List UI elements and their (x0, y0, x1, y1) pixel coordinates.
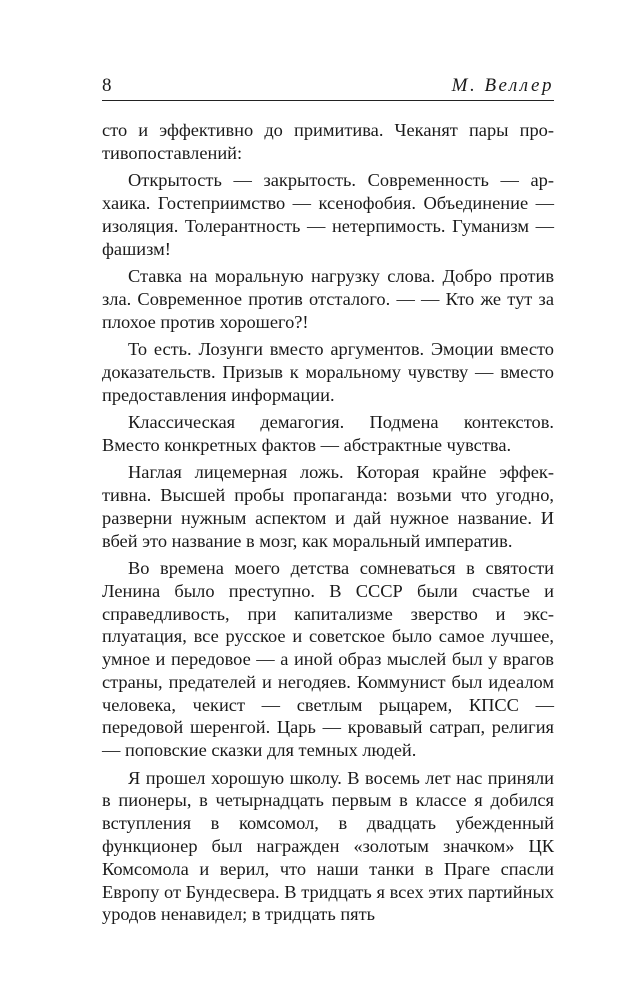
paragraph: сто и эффективно до примитива. Чеканят пары противопоставлений: (102, 120, 554, 163)
paragraph: То есть. Лозунги вместо аргументов. Эмоции вместо доказательств. Призыв к моральному чувству — вместо предоставления информации. (102, 338, 554, 405)
paragraph: Ставка на моральную нагрузку слова. Добро против зла. Современное против отсталого. — — Кто же тут за плохое против хорошего?! (102, 265, 554, 332)
running-header (102, 74, 554, 101)
paragraph: Во времена моего детства сомневаться в святости Ленина было преступно. В СССР были счастье и справедливость, при капитализме зверство и эксплуатация, все русское и советское было самое лучшее, умное и передовое — а иной образ мыслей был у врагов страны, предателей и негодяев. Коммунист был идеалом человека, чекист — светлым рыцарем, КПСС — передовой шеренгой. Царь — кровавый сатрап, религия — поповские сказки для темных людей. (102, 557, 554, 761)
paragraph: Классическая демагогия. Подмена контекстов. Вместо конкретных фактов — абстрактные чувства. (102, 411, 554, 455)
running-title-author: М. Веллер (451, 75, 554, 96)
book-page (102, 74, 554, 931)
paragraph: Я прошел хорошую школу. В восемь лет нас приняли в пионеры, в четырнадцать первым в классе я добился вступления в комсомол, в двадцать убежденный функционер был награжден «золотым значком» ЦК Комсомола и верил, что наши танки в Праге спасли Европу от Бундесвера. В тридцать я всех этих партийных уродов ненавидел; в тридцать пять (102, 767, 554, 925)
body-text (102, 119, 554, 926)
paragraph: Открытость — закрытость. Современность — архаика. Гостеприимство — ксенофобия. Объединение — изоляция. Толерантность — нетерпимость. Гуманизм — фашизм! (102, 170, 554, 259)
page-number: 8 (102, 75, 112, 96)
paragraph: Наглая лицемерная ложь. Которая крайне эффективна. Высшей пробы пропаганда: возьми что угодно, разверни нужным аспектом и дай нужное название. И вбей это название в мозг, как моральный императив. (102, 462, 554, 551)
